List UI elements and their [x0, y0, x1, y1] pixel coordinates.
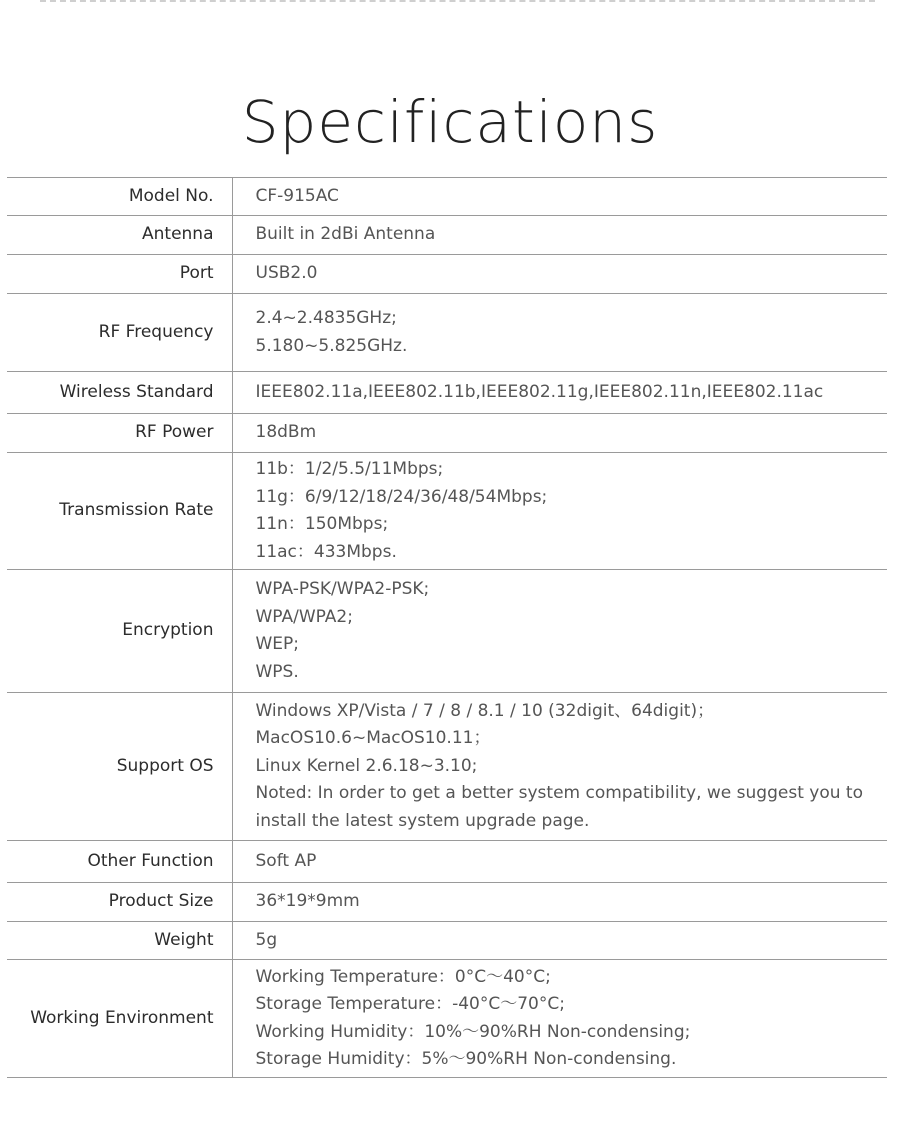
spec-value	[232, 841, 887, 883]
spec-value-line: Windows XP/Vista / 7 / 8 / 8.1 / 10 (32digit、64digit)；	[255, 700, 715, 721]
spec-row	[7, 841, 887, 883]
page-title: Specifications	[241, 87, 659, 156]
top-dashed-divider	[40, 0, 875, 2]
spec-label: RF Frequency	[7, 294, 232, 372]
spec-value-line: 11ac：433Mbps.	[255, 541, 397, 562]
spec-label: Working Environment	[7, 960, 232, 1078]
spec-value-line: Working Humidity：10%～90%RH Non-condensing;	[255, 1021, 691, 1042]
spec-row	[7, 372, 887, 414]
spec-value-line: Built in 2dBi Antenna	[255, 224, 436, 245]
spec-row	[7, 294, 887, 372]
spec-value	[232, 960, 887, 1078]
spec-row	[7, 960, 887, 1078]
spec-label: Weight	[7, 922, 232, 960]
spec-value	[232, 922, 887, 960]
spec-value-line: WPA/WPA2;	[255, 606, 353, 627]
spec-value-line: 5g	[255, 929, 278, 950]
spec-value	[232, 255, 887, 294]
spec-row	[7, 414, 887, 453]
spec-value-line: CF-915AC	[255, 185, 339, 206]
spec-row	[7, 570, 887, 693]
spec-value-line: 11g：6/9/12/18/24/36/48/54Mbps;	[255, 486, 548, 507]
spec-label: Transmission Rate	[7, 453, 232, 570]
spec-value-line: WEP;	[255, 634, 300, 654]
spec-value	[232, 216, 887, 255]
spec-label: Antenna	[7, 216, 232, 255]
spec-value	[232, 178, 887, 216]
spec-value-line: WPS.	[255, 661, 299, 682]
spec-row	[7, 216, 887, 255]
spec-label: Wireless Standard	[7, 372, 232, 414]
spec-value-line: 11n：150Mbps;	[255, 514, 389, 534]
spec-label: RF Power	[7, 414, 232, 453]
spec-value-line: 36*19*9mm	[255, 891, 360, 912]
spec-value-line: Noted: In order to get a better system compatibility, we suggest you to install the latest system upgrade page.	[255, 783, 863, 831]
spec-label: Other Function	[7, 841, 232, 883]
spec-value-line: USB2.0	[255, 263, 318, 284]
spec-value-line: Working Temperature：0°C～40°C;	[255, 966, 551, 987]
spec-label: Model No.	[7, 178, 232, 216]
spec-label: Encryption	[7, 570, 232, 693]
spec-value-line: Storage Temperature：-40°C～70°C;	[255, 994, 565, 1014]
spec-value-line: Storage Humidity：5%～90%RH Non-condensing.	[255, 1049, 677, 1069]
spec-label: Support OS	[7, 693, 232, 841]
spec-value	[232, 414, 887, 453]
spec-value-line: 11b：1/2/5.5/11Mbps;	[255, 459, 444, 479]
spec-value-line: 5.180~5.825GHz.	[255, 335, 408, 356]
spec-value	[232, 372, 887, 414]
spec-label: Port	[7, 255, 232, 294]
spec-value	[232, 693, 887, 841]
spec-value	[232, 294, 887, 372]
spec-value-line: MacOS10.6~MacOS10.11；	[255, 728, 491, 749]
spec-row	[7, 883, 887, 922]
spec-value-line: Linux Kernel 2.6.18~3.10;	[255, 755, 478, 776]
spec-value	[232, 570, 887, 693]
spec-row	[7, 255, 887, 294]
spec-row	[7, 693, 887, 841]
spec-value-line: 2.4~2.4835GHz;	[255, 308, 397, 328]
spec-row	[7, 178, 887, 216]
spec-value	[232, 453, 887, 570]
spec-value-line: 18dBm	[255, 422, 317, 443]
spec-label: Product Size	[7, 883, 232, 922]
specifications-table	[7, 177, 887, 1078]
spec-rows	[7, 178, 887, 1078]
spec-value-line: Soft AP	[255, 850, 317, 871]
spec-value	[232, 883, 887, 922]
spec-value-line: IEEE802.11a,IEEE802.11b,IEEE802.11g,IEEE802.11n,IEEE802.11ac	[255, 381, 824, 402]
spec-row	[7, 453, 887, 570]
spec-row	[7, 922, 887, 960]
spec-value-line: WPA-PSK/WPA2-PSK;	[255, 579, 430, 599]
